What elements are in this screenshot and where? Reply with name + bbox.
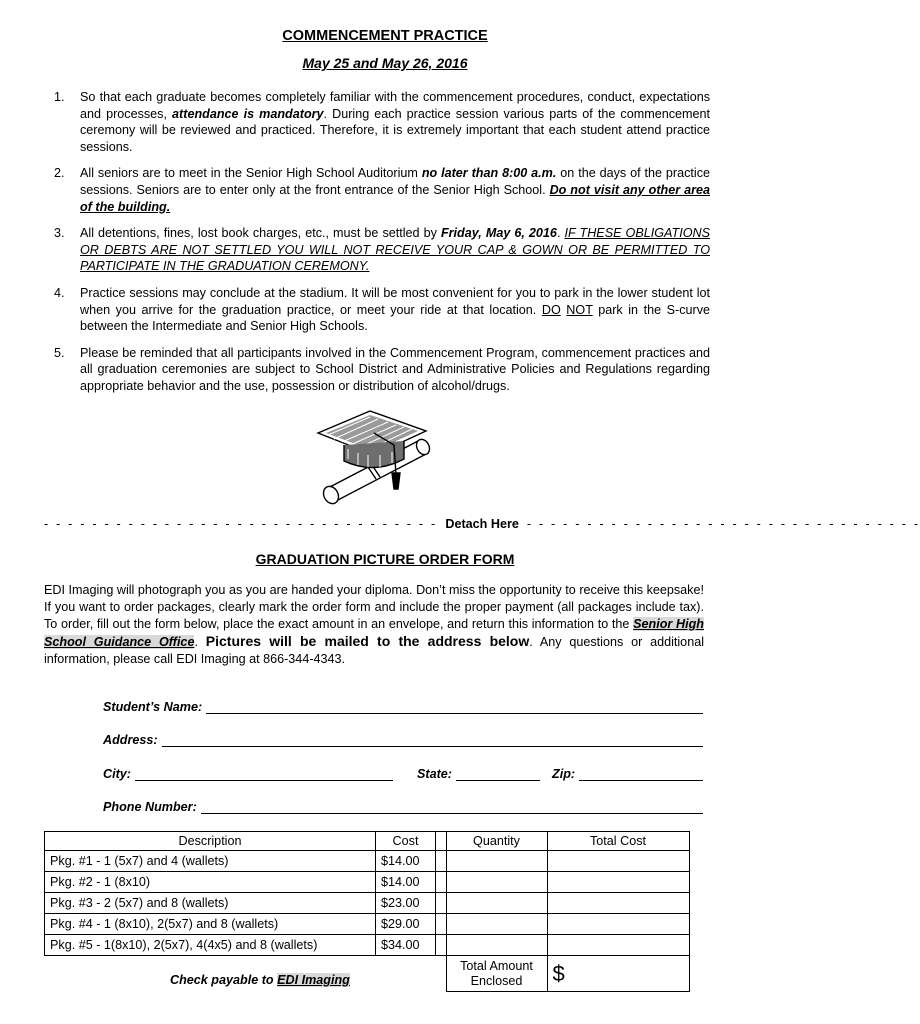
total-cost-cell[interactable] [547,872,689,893]
table-row [45,851,690,872]
state-field[interactable] [456,767,540,781]
address-row [103,729,703,747]
table-gap [436,832,447,851]
item-number: 3. [54,226,65,241]
package-cost: $23.00 [376,893,436,914]
item-warning: IF THESE OBLIGATIONS OR DEBTS ARE NOT SETTLED YOU WILL NOT RECEIVE YOUR CAP & GOWN OR BE PERMITTED TO PARTICIPATE IN THE GRADUATION CEREMONY. [80,226,710,274]
table-row [45,872,690,893]
total-amount-label [446,956,547,992]
student-name-field[interactable] [206,700,703,714]
quantity-cell[interactable] [446,893,547,914]
item-number: 5. [54,345,65,360]
package-cost: $14.00 [376,851,436,872]
dollar-sign: $ [552,960,565,986]
quantity-cell[interactable] [446,851,547,872]
table-gap [436,935,447,956]
item-text: All detentions, fines, lost book charges, etc., must be settled by [80,226,441,241]
item-text: So that each graduate becomes completely familiar with the commencement procedures, conduct, expectations and processes, [80,90,710,121]
table-row [45,893,690,914]
list-item [40,345,710,395]
list-item [40,285,710,335]
total-amount-field[interactable] [547,956,689,992]
order-form-title: GRADUATION PICTURE ORDER FORM [255,551,515,567]
table-gap [436,893,447,914]
detach-dashes-left: - - - - - - - - - - - - - - - - - - - - - - - - - - - - - - - - - [44,517,438,531]
phone-label: Phone Number: [103,800,197,814]
quantity-cell[interactable] [446,914,547,935]
item-emphasis: attendance is mandatory [172,106,324,121]
phone-field[interactable] [201,800,703,814]
total-row [45,956,690,992]
rules-list [40,89,710,405]
item-number: 4. [54,285,65,300]
order-form-intro [44,582,704,668]
package-cost: $29.00 [376,914,436,935]
total-label-line1: Total Amount [460,958,533,973]
item-text: All seniors are to meet in the Senior High School Auditorium [80,166,422,181]
total-label-line2: Enclosed [470,973,523,988]
item-emphasis: NOT [566,302,593,317]
address-label: Address: [103,733,158,747]
detach-label: Detach Here [445,517,519,531]
graduation-cap-diploma-icon [308,405,448,505]
header-cost: Cost [376,832,436,851]
item-emphasis: DO [541,302,561,317]
quantity-cell[interactable] [446,872,547,893]
page-title: COMMENCEMENT PRACTICE [282,28,488,44]
item-deadline: Friday, May 6, 2016 [440,226,557,241]
practice-dates: May 25 and May 26, 2016 [302,55,468,71]
item-text: . During each practice session various parts of the commencement ceremony will be reviewed and practiced. Therefore, it is extremely important that each student attend practice sessions. [80,106,710,154]
guidance-office-highlight: Senior High School Guidance Office [44,617,704,649]
phone-row [103,796,703,814]
item-warning: Do not visit any other area of the building. [80,182,710,214]
student-name-row [103,696,703,714]
item-number: 2. [54,166,65,181]
item-text: . [556,226,565,241]
total-cost-cell[interactable] [547,893,689,914]
package-cost: $14.00 [376,872,436,893]
total-cost-cell[interactable] [547,914,689,935]
total-cost-cell[interactable] [547,851,689,872]
table-gap [436,851,447,872]
item-text: Please be reminded that all participants involved in the Commencement Program, commencement practices and all graduation ceremonies are subject to School District and Administrative Policies and Regulations regarding appropriate behavior and the use, possession or distribution of alcohol/drugs. [80,345,710,393]
header-total-cost: Total Cost [547,832,689,851]
check-text: Check payable to [170,973,278,987]
student-name-label: Student’s Name: [103,700,203,714]
header-description: Description [45,832,376,851]
total-cost-cell[interactable] [547,935,689,956]
package-description: Pkg. #1 - 1 (5x7) and 4 (wallets) [45,851,376,872]
table-spacer [436,956,447,992]
list-item [40,165,710,215]
intro-text: . [194,635,206,649]
intro-text: . Any questions or additional information, please call EDI Imaging at 866-344-4343. [44,635,704,666]
package-description: Pkg. #4 - 1 (8x10), 2(5x7) and 8 (wallets) [45,914,376,935]
table-row [45,914,690,935]
check-payable-note [170,973,350,987]
table-spacer [376,956,436,992]
address-field[interactable] [162,733,703,747]
zip-label: Zip: [552,767,576,781]
city-label: City: [103,767,131,781]
order-table [44,831,690,992]
item-emphasis: no later than 8:00 a.m. [421,166,557,181]
package-description: Pkg. #2 - 1 (8x10) [45,872,376,893]
package-cost: $34.00 [376,935,436,956]
package-description: Pkg. #3 - 2 (5x7) and 8 (wallets) [45,893,376,914]
item-text: park in the S-curve between the Intermediate and Senior High Schools. [80,302,711,334]
item-number: 1. [54,90,65,104]
payee-name: EDI Imaging [277,973,350,987]
package-description: Pkg. #5 - 1(8x10), 2(5x7), 4(4x5) and 8 (wallets) [45,935,376,956]
zip-field[interactable] [579,767,703,781]
list-item [40,225,710,275]
table-row [45,935,690,956]
item-text: on the days of the practice sessions. Seniors are to enter only at the front entrance of the Senior High School. [80,166,711,197]
state-label: State: [417,767,452,781]
intro-text: EDI Imaging will photograph you as you are handed your diploma. Don’t miss the opportunity to receive this keepsake! If you want to order packages, clearly mark the order form and include the proper payment (all packages include tax). To order, fill out the form below, place the exact amount in an envelope, and return this information to the [44,583,704,631]
table-header-row [45,832,690,851]
table-gap [436,872,447,893]
detach-line [44,517,920,531]
city-field[interactable] [135,767,393,781]
mailed-notice: Pictures will be mailed to the address below [205,633,530,649]
list-item [40,89,710,155]
quantity-cell[interactable] [446,935,547,956]
detach-dashes-right: - - - - - - - - - - - - - - - - - - - - - - - - - - - - - - - - - [526,517,920,531]
item-text: Practice sessions may conclude at the stadium. It will be most convenient for you to park in the lower student lot when you arrive for the graduation practice, or meet your ride at that location. [80,285,710,317]
header-quantity: Quantity [446,832,547,851]
city-state-zip-row [103,763,703,781]
table-gap [436,914,447,935]
